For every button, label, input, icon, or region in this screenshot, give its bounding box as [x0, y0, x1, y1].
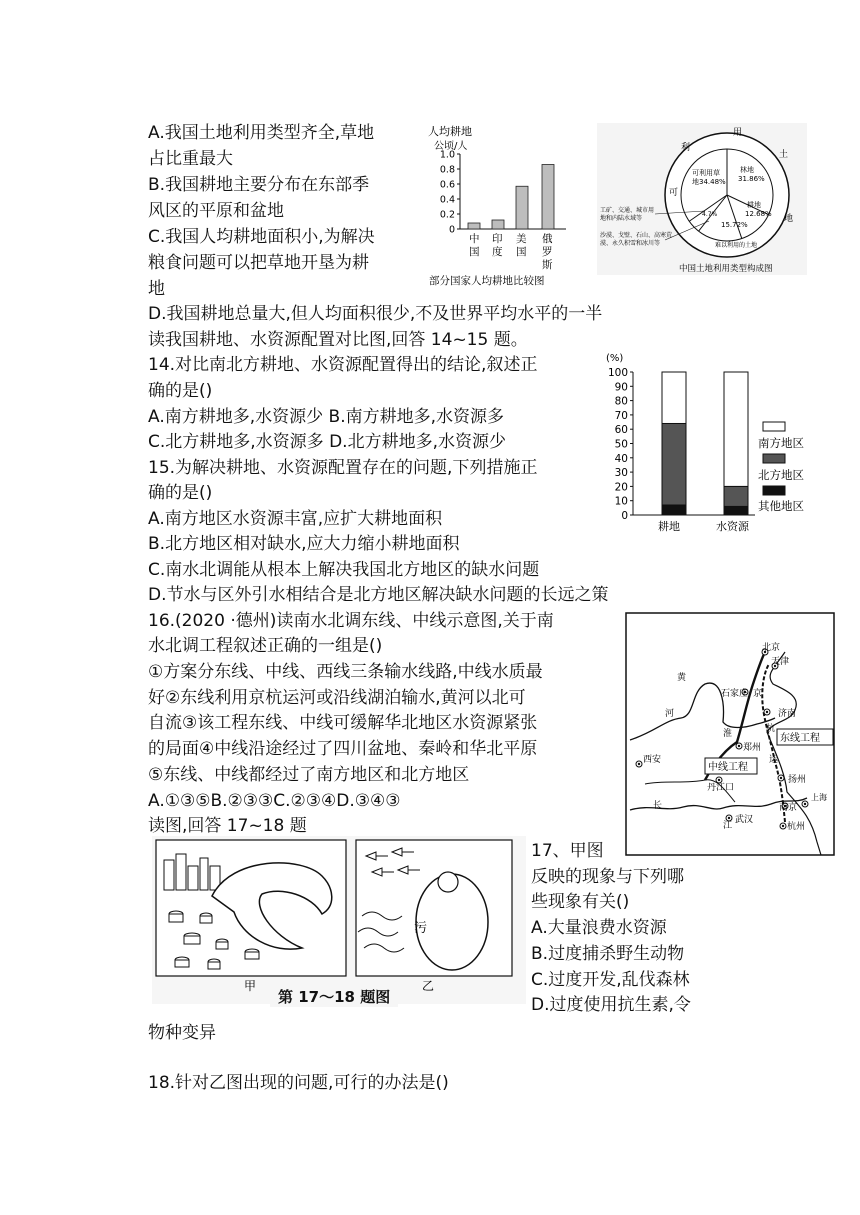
legend-north-label: 北方地区 [758, 468, 804, 482]
question-16-stmt5: ⑤东线、中线都经过了南方地区和北方地区 [148, 765, 470, 785]
panel-jia-label: 甲 [244, 979, 257, 993]
map-label-he: 河 [665, 709, 675, 719]
pie-grass-pct: 地34.48% [692, 178, 726, 186]
east-line-label: 东线工程 [780, 733, 820, 744]
stack-ytick-label: 70 [614, 409, 628, 422]
cartoon-head [438, 872, 458, 892]
question-17-line3: 些现象有关() [531, 892, 630, 912]
stack-segment [724, 506, 748, 515]
pie-note-1: 工矿、交通、城市用 [600, 207, 655, 214]
question-17-line1: 17、甲图 [531, 841, 604, 861]
map-label-zhengzhou: 郑州 [743, 743, 762, 753]
stack-ytick-label: 50 [614, 438, 628, 451]
city-dot-center [738, 745, 740, 747]
stack-ytick-label: 80 [614, 395, 628, 408]
bar-cat-china: 中国 [469, 233, 480, 258]
stack-cat-water: 水资源 [716, 520, 749, 533]
bar-ytick-label: 1.0 [439, 149, 455, 161]
map-label-chang: 长 [653, 801, 663, 811]
bar-ytick-label: 0.2 [439, 209, 455, 221]
stack-ytick-label: 20 [614, 481, 628, 494]
stack-ytick-label: 100 [607, 367, 628, 379]
bar-mark [492, 220, 504, 229]
legend-other-label: 其他地区 [758, 499, 804, 513]
bar-chart-title-2: 公顷/人 [434, 141, 468, 152]
question-16-stmt3: 自流③该工程东线、中线可缓解华北地区水资源紧张 [148, 713, 538, 733]
map-label-nanjing: 南京 [779, 803, 798, 813]
bar-ytick-label: 0.4 [439, 194, 455, 206]
map-label-xian: 西安 [643, 755, 662, 765]
land-use-pie-chart [597, 123, 807, 275]
stack-ytick-label: 30 [614, 467, 628, 480]
pie-note-3: 沙漠、戈壁、石山、高寒荒 [600, 232, 673, 239]
option-c-line1: C.我国人均耕地面积小,为解决 [148, 227, 375, 247]
question-17-option-c: C.过度开发,乱伐森林 [531, 970, 690, 990]
map-label-hang: 杭 [766, 724, 776, 734]
map-label-shanghai: 上海 [811, 793, 827, 802]
map-label-tianjin: 天津 [771, 657, 790, 667]
pie-farm-label: 耕地 [747, 201, 761, 209]
option-a-line1: A.我国土地利用类型齐全,草地 [148, 123, 375, 143]
stack-cat-farmland: 耕地 [658, 520, 680, 533]
stack-unit: (%) [606, 353, 624, 364]
stack-ytick-label: 60 [614, 424, 628, 437]
option-c-line2: 粮食问题可以把草地开垦为耕 [148, 253, 369, 273]
map-label-hangzhou: 杭州 [787, 822, 806, 832]
pie-chart-caption: 中国土地利用类型构成图 [679, 264, 773, 274]
option-c-line3: 地 [148, 279, 165, 299]
question-16-stmt2: 好②东线利用京杭运河或沿线湖泊输水,黄河以北可 [148, 688, 526, 708]
pie-unused-pct: 15.72% [721, 221, 748, 229]
pie-forest-pct: 31.86% [738, 175, 765, 183]
city-dot-center [780, 777, 782, 779]
question-17-option-d: D.过度使用抗生素,令 [531, 995, 691, 1015]
bar-mark [516, 186, 528, 229]
question-17-line2: 反映的现象与下列哪 [531, 867, 684, 887]
option-b-line1: B.我国耕地主要分布在东部季 [148, 175, 370, 195]
question-16-options: A.①③⑤B.②③③C.②③④D.③④③ [148, 791, 401, 811]
panel-yi-label: 乙 [422, 979, 435, 993]
question-17-option-a: A.大量浪费水资源 [531, 918, 667, 938]
question-15-option-a: A.南方地区水资源丰富,应扩大耕地面积 [148, 509, 443, 529]
question-15-line1: 15.为解决耕地、水资源配置存在的问题,下列措施正 [148, 458, 538, 478]
bar-cat-india: 印度 [492, 233, 503, 258]
map-label-huai: 淮 [723, 729, 733, 739]
pie-rim-4: 地 [784, 214, 794, 224]
pie-small-pct: 4.7% [702, 211, 718, 218]
map-label-yangzhou: 扬州 [788, 775, 807, 785]
pie-note-2: 地和内陆水域等 [600, 215, 643, 222]
question-17-option-d-cont: 物种变异 [148, 1023, 216, 1043]
question-18: 18.针对乙图出现的问题,可行的办法是() [148, 1073, 449, 1093]
cartoon-figure [152, 836, 526, 1004]
pie-rim-5: 可 [669, 188, 679, 198]
map-label-wuhan: 武汉 [735, 815, 754, 825]
legend-south-swatch [763, 422, 785, 431]
stack-ytick-label: 40 [614, 452, 628, 465]
pie-note-4: 漠、永久积雪和冰川等 [600, 240, 661, 247]
pie-farm-pct: 12.68% [745, 210, 772, 218]
stack-segment [662, 423, 686, 505]
map-label-shijiazhuang: 石家庄 [721, 689, 749, 699]
pie-rim-2: 用 [733, 128, 743, 138]
bar-ytick-label: 0.8 [439, 164, 455, 176]
bar-mark [542, 165, 554, 230]
stack-ytick-label: 10 [614, 495, 628, 508]
instruction-14-15: 读我国耕地、水资源配置对比图,回答 14~15 题。 [148, 330, 528, 350]
pie-rim-3: 土 [779, 150, 789, 160]
city-dot-center [804, 803, 806, 805]
pie-rim-1: 利 [681, 143, 691, 153]
question-16-line1: 16.(2020 ·德州)读南水北调东线、中线示意图,关于南 [148, 611, 554, 631]
option-b-line2: 风区的平原和盆地 [148, 201, 284, 221]
legend-south-label: 南方地区 [758, 436, 804, 450]
water-diversion-map [625, 612, 835, 856]
question-16-line2: 水北调工程叙述正确的一组是() [148, 636, 383, 656]
stack-segment [724, 372, 748, 486]
bar-ytick-label: 0 [448, 224, 455, 236]
question-16-stmt1: ①方案分东线、中线、西线三条输水线路,中线水质最 [148, 662, 543, 682]
legend-other-swatch [763, 486, 785, 495]
stack-segment [724, 486, 748, 506]
stack-segment [662, 505, 686, 515]
per-capita-farmland-chart [426, 122, 586, 290]
bar-mark [468, 223, 480, 229]
question-15-option-b: B.北方地区相对缺水,应大力缩小耕地面积 [148, 534, 460, 554]
map-label-huang: 黄 [677, 673, 687, 683]
bar-cat-russia: 俄罗斯 [542, 233, 553, 271]
bar-cat-usa: 美国 [516, 233, 527, 258]
stack-segment [662, 372, 686, 423]
pie-forest-label: 林地 [740, 166, 754, 174]
question-14-line1: 14.对比南北方耕地、水资源配置得出的结论,叙述正 [148, 355, 538, 375]
question-17-option-b: B.过度捕杀野生动物 [531, 944, 685, 964]
option-d-line: D.我国耕地总量大,但人均面积很少,不及世界平均水平的一半 [148, 304, 603, 324]
stack-ytick-label: 0 [621, 510, 628, 522]
instruction-17-18: 读图,回答 17~18 题 [148, 816, 307, 836]
bar-ytick-label: 0.6 [439, 179, 455, 191]
cartoon-caption: 第 17～18 题图 [270, 986, 398, 1007]
question-14-line2: 确的是() [148, 381, 213, 401]
pollution-label: 污 [414, 921, 428, 936]
option-a-line2: 占比重最大 [148, 149, 233, 169]
map-label-jinan: 济南 [778, 709, 797, 719]
city-dot-center [718, 779, 720, 781]
map-label-danjiangkou: 丹江口 [707, 783, 735, 793]
farmland-water-stacked-chart [600, 350, 810, 536]
city-dot-center [638, 763, 640, 765]
question-14-options-ab: A.南方耕地多,水资源少 B.南方耕地多,水资源多 [148, 407, 505, 427]
map-label-jing: 京 [753, 689, 763, 699]
question-16-stmt4: 的局面④中线沿途经过了四川盆地、秦岭和华北平原 [148, 739, 538, 759]
question-15-option-c: C.南水北调能从根本上解决我国北方地区的缺水问题 [148, 560, 540, 580]
bar-chart-title-1: 人均耕地 [428, 125, 472, 138]
stack-ytick-label: 90 [614, 381, 628, 394]
city-dot-center [728, 817, 730, 819]
question-15-line2: 确的是() [148, 483, 213, 503]
pie-note-5: 难以利用的土地 [715, 242, 758, 249]
pie-grass-label: 可利用草 [692, 169, 720, 177]
question-14-options-cd: C.北方耕地多,水资源多 D.北方耕地多,水资源少 [148, 432, 506, 452]
city-dot-center [782, 825, 784, 827]
bar-chart-caption: 部分国家人均耕地比较图 [429, 275, 545, 287]
map-label-jiang: 江 [723, 821, 733, 831]
map-label-yun: 运 [769, 755, 779, 765]
question-15-option-d: D.节水与区外引水相结合是北方地区解决缺水问题的长远之策 [148, 585, 609, 605]
city-dot-center [766, 711, 768, 713]
legend-north-swatch [763, 454, 785, 463]
middle-line-label: 中线工程 [708, 762, 748, 773]
map-label-beijing: 北京 [762, 643, 781, 653]
